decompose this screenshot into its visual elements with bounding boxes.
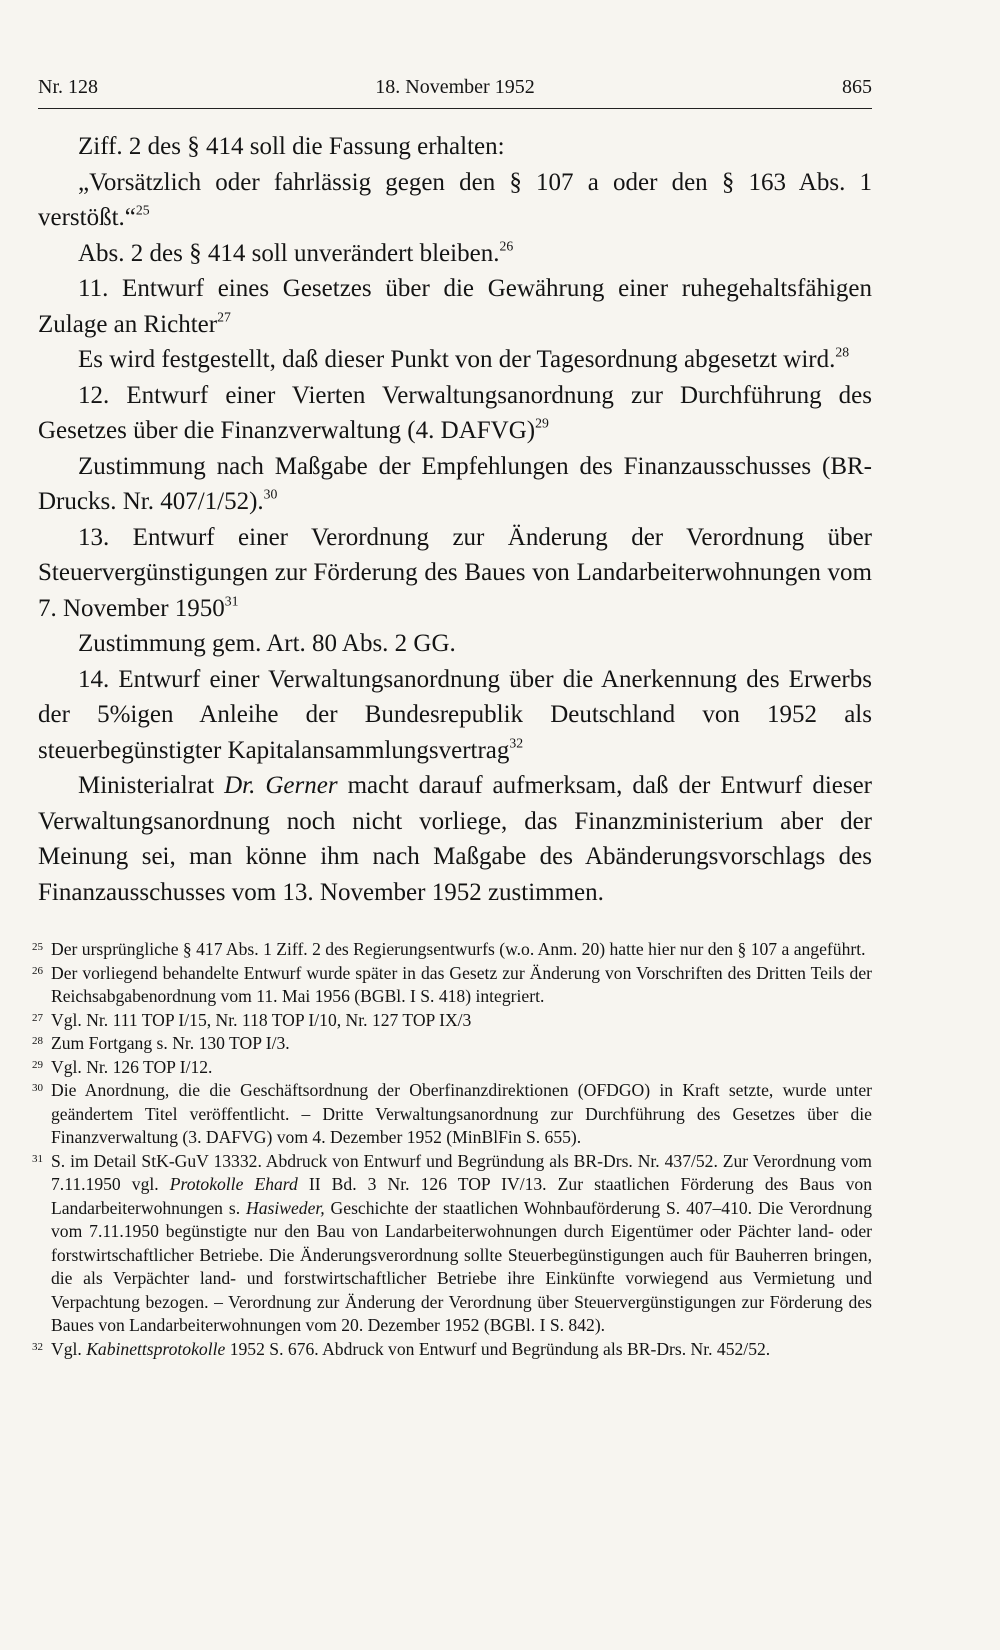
footnotes [32, 938, 873, 1361]
footnote: 27 Vgl. Nr. 111 TOP I/15, Nr. 118 TOP I/10, Nr. 127 TOP IX/3 [32, 1009, 472, 1030]
paragraph: Zustimmung gem. Art. 80 Abs. 2 GG. [78, 630, 456, 657]
header-date: 18. November 1952 [375, 76, 535, 98]
agenda-item-14: 14. Entwurf einer Verwaltungsanordnung über die Anerkennung des Erwerbs der 5%igen Anleihe der Bundesrepublik Deutschland von 1952 als steuerbegünstigter Kapitalansammlungsvertrag$^{32}$ [38, 665, 872, 764]
paragraph: „Vorsätzlich oder fahrlässig gegen den § 107 a oder den § 163 Abs. 1 verstößt.“$^{25}$ [38, 168, 872, 231]
footnote: 25 Der ursprüngliche § 417 Abs. 1 Ziff. 2 des Regierungsentwurfs (w.o. Anm. 20) hatte hier nur den § 107 a angeführt. [32, 939, 866, 959]
footnote-ref: 26 [499, 238, 514, 254]
agenda-item-13: 13. Entwurf einer Verordnung zur Änderung der Verordnung über Steuervergünstigungen zur Förderung des Baues von Landarbeiterwohnungen vom 7. November 1950$^{31}$ [38, 523, 872, 622]
footnote-ref: 27 [217, 309, 231, 325]
footnote-ref: 30 [263, 486, 278, 502]
footnote-ref: 29 [535, 415, 549, 431]
paragraph: Ministerialrat Dr. Gerner macht darauf aufmerksam, daß der Entwurf dieser Verwaltungsanordnung noch nicht vorliege, das Finanzministerium aber der Meinung sei, man könne ihm nach Maßgabe des Abänderungsvorschlags des Finanzausschusses vom 13. November 1952 zustimmen. [38, 772, 873, 906]
footnote: 29 Vgl. Nr. 126 TOP I/12. [32, 1056, 213, 1077]
footnote-ref: 32 [509, 735, 524, 751]
page-header [38, 66, 872, 109]
footnote: 28 Zum Fortgang s. Nr. 130 TOP I/3. [32, 1033, 290, 1053]
agenda-item-12: 12. Entwurf einer Vierten Verwaltungsanordnung zur Durchführung des Gesetzes über die Finanzverwaltung (4. DAFVG)$^{29}$ [38, 381, 872, 444]
page-number: 865 [842, 76, 872, 98]
paragraph: Zustimmung nach Maßgabe der Empfehlungen des Finanzausschusses (BR-Drucks. Nr. 407/1/52).$^{30}$ [38, 452, 872, 515]
footnote: 32 Vgl. Kabinettsprotokolle 1952 S. 676. Abdruck von Entwurf und Begründung als BR-Drs. Nr. 452/52. [32, 1338, 771, 1359]
footnote: 30 Die Anordnung, die die Geschäftsordnung der Oberfinanzdirektionen (OFDGO) in Kraft setzte, wurde unter geändertem Titel veröffentlicht. – Dritte Verwaltungsanordnung zur Durchführung des Gesetzes über die Finanzverwaltung (3. DAFVG) vom 4. Dezember 1952 (MinBlFin S. 655). [32, 1080, 872, 1147]
paragraph: Es wird festgestellt, daß dieser Punkt von der Tagesordnung abgesetzt wird.$^{28}$ [78, 344, 850, 373]
main-text [38, 129, 872, 910]
footnote: 31 S. im Detail StK-GuV 13332. Abdruck von Entwurf und Begründung als BR-Drs. Nr. 437/52. Zur Verordnung vom 7.11.1950 vgl. Protokolle Ehard II Bd. 3 Nr. 126 TOP IV/13. Zur staatlichen Förderung des Baus von Landarbeiterwohnungen s. Hasiweder, Geschichte der staatlichen Wohnbauförderung S. 407–410. Die Verordnung vom 7.11.1950 begünstigte nur den Bau von Landarbeiterwohnungen durch Eigentümer oder Pächter land- oder forstwirtschaftlicher Betriebe. Die Änderungsverordnung sollte Steuerbegünstigungen auch für Bauherren bringen, die als Verpächter land- und forstwirtschaftlicher Betriebe ihre Einkünfte vorwiegend aus Vermietung und Verpachtung bezogen. – Verordnung zur Änderung der Verordnung über Steuervergünstigungen zur Förderung des Baues von Landarbeiterwohnungen vom 20. Dezember 1952 (BGBl. I S. 842). [32, 1150, 873, 1335]
footnote-ref: 31 [224, 593, 239, 609]
footnote-ref: 25 [135, 202, 150, 218]
person-name: Dr. Gerner [224, 772, 338, 799]
paragraph: Ziff. 2 des § 414 soll die Fassung erhalten: [78, 133, 505, 160]
paragraph: Abs. 2 des § 414 soll unverändert bleiben.$^{26}$ [78, 238, 514, 267]
agenda-item-11: 11. Entwurf eines Gesetzes über die Gewährung einer ruhegehaltsfähigen Zulage an Richter$^{27}$ [38, 275, 872, 338]
footnote: 26 Der vorliegend behandelte Entwurf wurde später in das Gesetz zur Änderung von Vorschriften des Dritten Teils der Reichsabgabenordnung vom 11. Mai 1956 (BGBl. I S. 418) integriert. [32, 962, 872, 1006]
footnote-ref: 28 [835, 344, 850, 360]
issue-number: Nr. 128 [38, 76, 98, 98]
